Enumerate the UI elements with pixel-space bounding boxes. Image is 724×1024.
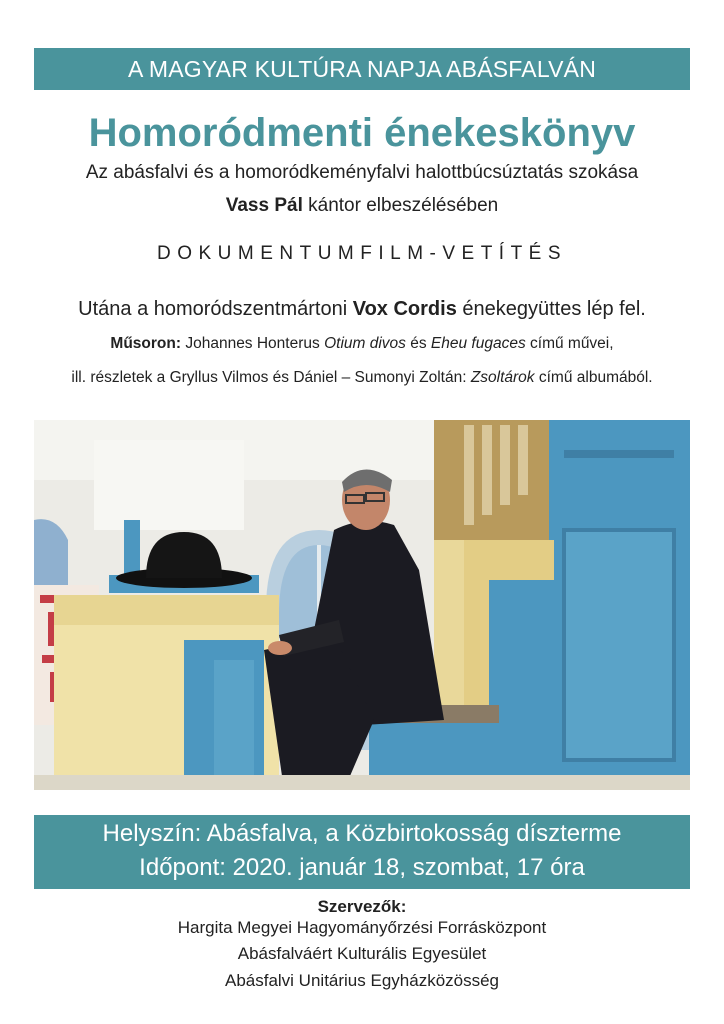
ensemble-name: Vox Cordis [352, 298, 457, 320]
program-work-2: Eheu fugaces [430, 335, 526, 352]
narrator-name: Vass Pál [225, 195, 303, 216]
program-line-2 [0, 369, 724, 387]
organizer-item: Abásfalvi Unitárius Egyházközösség [224, 971, 500, 990]
subtitle: Az abásfalvi és a homoródkeményfalvi halottbúcsúztatás szokása [85, 162, 639, 183]
top-banner: A MAGYAR KULTÚRA NAPJA ABÁSFALVÁN [34, 48, 690, 90]
program-work-1: Otium divos [324, 335, 406, 352]
program2-suffix: című albumából. [534, 369, 653, 386]
organizer-item: Abásfalváért Kulturális Egyesület [237, 944, 487, 963]
program-label: Műsoron: [110, 335, 182, 352]
organizers-label: Szervezők: [317, 897, 407, 916]
time-line: Időpont: 2020. január 18, szombat, 17 óra [139, 854, 585, 881]
page-title: Homoródmenti énekeskönyv [88, 111, 636, 155]
program-composer: Johannes Honterus [181, 335, 325, 352]
organist-photo-illustration [34, 420, 690, 790]
program2-album: Zsoltárok [470, 369, 535, 386]
program-suffix: című művei, [525, 335, 614, 352]
program-and: és [405, 335, 431, 352]
event-photo [34, 420, 690, 790]
performance-post: énekegyüttes lép fel. [456, 298, 646, 320]
event-type: DOKUMENTUMFILM-VETÍTÉS [156, 243, 568, 264]
organizer-item: Hargita Megyei Hagyományőrzési Forrásközpont [177, 918, 547, 937]
venue-time-banner [34, 815, 690, 889]
performance-line [0, 298, 724, 321]
performance-pre: Utána a homoródszentmártoni [78, 298, 353, 320]
narrator-rest: kántor elbeszélésében [302, 195, 499, 216]
venue-line: Helyszín: Abásfalva, a Közbirtokosság díszterme [102, 820, 622, 847]
program-line-1 [0, 335, 724, 353]
program2-prefix: ill. részletek a Gryllus Vilmos és Dániel – Sumonyi Zoltán: [71, 369, 471, 386]
narrator-line [0, 195, 724, 217]
